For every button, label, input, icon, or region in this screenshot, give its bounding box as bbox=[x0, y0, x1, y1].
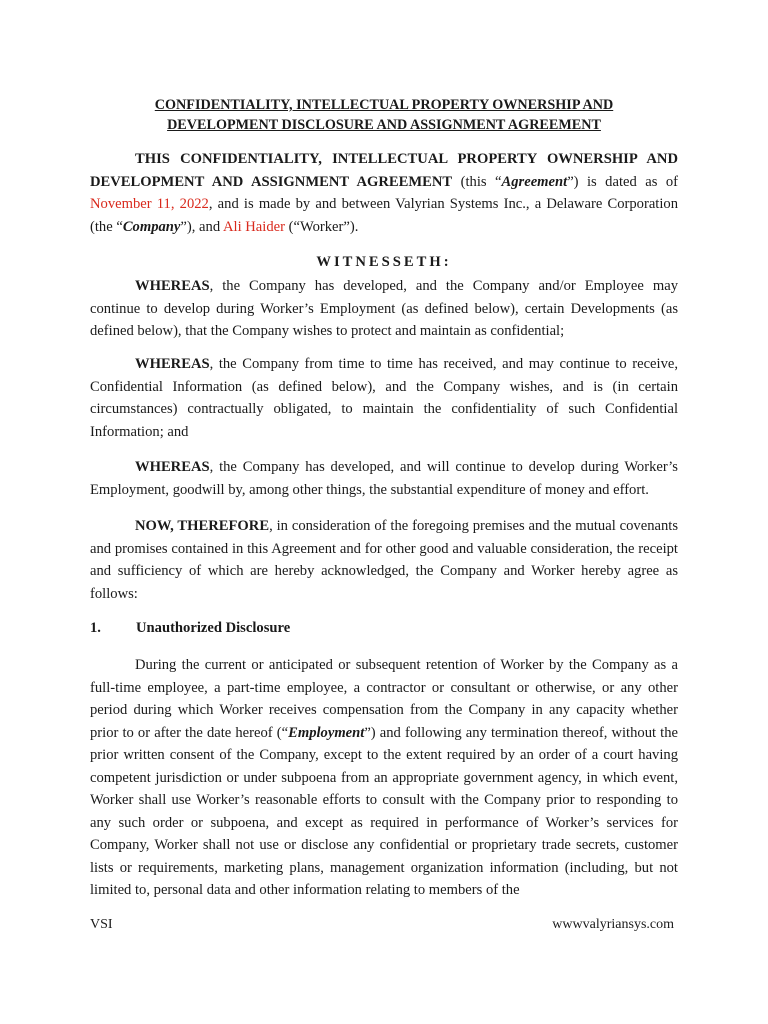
section-1-heading bbox=[90, 618, 290, 638]
intro-paragraph bbox=[90, 148, 678, 238]
whereas-paragraph-2 bbox=[90, 353, 678, 443]
intro-text-5: (“Worker”). bbox=[284, 218, 359, 235]
worker-name: Ali Haider bbox=[222, 218, 285, 235]
whereas-text: , the Company has developed, and the Company and/or Employee may continue to develop during Worker’s Employment (as defined below), certain Developments (as defined below), that the Company wishes to protect and maintain as confidential; bbox=[90, 278, 678, 339]
now-therefore-paragraph bbox=[90, 515, 678, 605]
now-therefore-keyword: NOW, THEREFORE bbox=[135, 518, 270, 534]
intro-text-3: , and is made by and between Valyrian Systems Inc., a Delaware Corporation (the “ bbox=[90, 196, 678, 235]
title-line-2: DEVELOPMENT DISCLOSURE AND ASSIGNMENT AGREEMENT bbox=[167, 117, 601, 133]
intro-bold-title: THIS CONFIDENTIALITY, INTELLECTUAL PROPERTY OWNERSHIP AND DEVELOPMENT AND ASSIGNMENT AGREEMENT bbox=[90, 151, 678, 190]
whereas-keyword: WHEREAS bbox=[135, 459, 210, 475]
footer-left: VSI bbox=[90, 917, 113, 932]
agreement-defined-term: Agreement bbox=[501, 173, 568, 190]
title-line-1: CONFIDENTIALITY, INTELLECTUAL PROPERTY OWNERSHIP AND bbox=[154, 97, 614, 113]
witnesseth-heading: WITNESSETH: bbox=[316, 254, 452, 270]
employment-defined-term: Employment bbox=[288, 724, 365, 741]
company-defined-term: Company bbox=[122, 218, 181, 235]
section-1-text-2: ”) and following any termination thereof, without the prior written consent of the Company, except to the extent required by an order of a court having competent jurisdiction or under subpoena from an appropriate government agency, in which event, Worker shall use Worker’s reasonable efforts to consult with the Company prior to responding to any such order or subpoena, and except as required in performance of Worker’s services for Company, Worker shall not use or disclose any confidential or proprietary trade secrets, customer lists or requirements, marketing plans, management organization information (including, but not limited to, personal data and other information relating to members of the bbox=[90, 724, 678, 898]
whereas-text: , the Company from time to time has received, and may continue to receive, Confidential Information (as defined below), and the Company wishes, and is (in certain circumstances) contractually obligated, to maintain the confidentiality of such Confidential Information; and bbox=[90, 356, 678, 440]
intro-text-2: ”) is dated as of bbox=[567, 173, 678, 190]
section-1-text-1: During the current or anticipated or subsequent retention of Worker by the Company as a full-time employee, a part-time employee, a contractor or consultant or otherwise, or any other period during which Worker receives compensation from the Company in any capacity whether prior to or after the date hereof (“ bbox=[90, 657, 678, 741]
whereas-keyword: WHEREAS bbox=[135, 356, 210, 372]
section-1-paragraph bbox=[90, 654, 678, 902]
whereas-paragraph-1 bbox=[90, 275, 678, 343]
footer-website: wwwvalyriansys.com bbox=[552, 917, 674, 932]
whereas-paragraph-3 bbox=[90, 456, 678, 501]
intro-text-4: ”), and bbox=[180, 218, 223, 235]
now-therefore-text: , in consideration of the foregoing premises and the mutual covenants and promises contained in this Agreement and for other good and valuable consideration, the receipt and sufficiency of which are hereby acknowledged, the Company and Worker hereby agree as follows: bbox=[90, 518, 678, 602]
section-title: Unauthorized Disclosure bbox=[136, 620, 291, 636]
intro-text-1: (this “ bbox=[452, 173, 502, 190]
section-number: 1. bbox=[90, 620, 101, 636]
whereas-keyword: WHEREAS bbox=[135, 278, 210, 294]
whereas-text: , the Company has developed, and will continue to develop during Worker’s Employment, goodwill by, among other things, the substantial expenditure of money and effort. bbox=[90, 459, 678, 498]
agreement-title bbox=[60, 95, 708, 135]
agreement-date: November 11, 2022 bbox=[90, 196, 209, 212]
